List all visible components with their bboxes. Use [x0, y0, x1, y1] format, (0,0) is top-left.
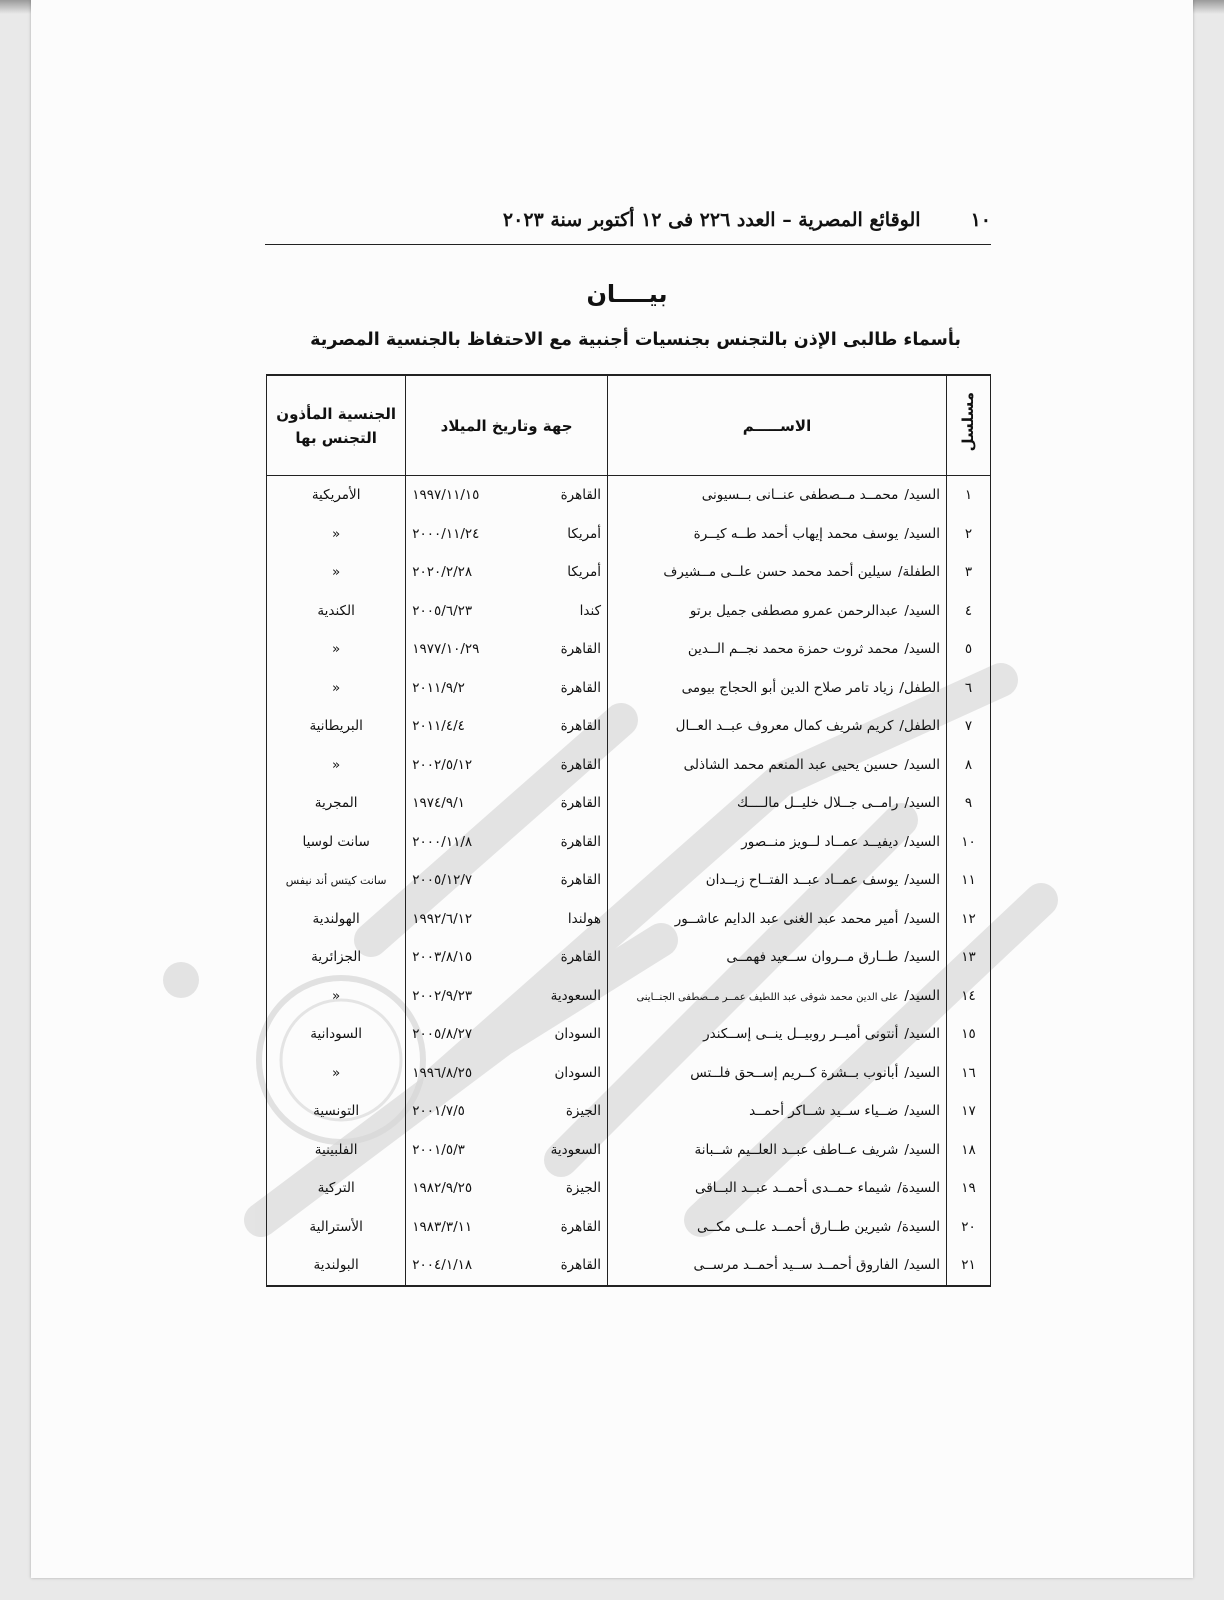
birth-cell	[406, 707, 608, 746]
nationality-cell: الفلبينية	[267, 1131, 406, 1170]
person-name: ضــياء ســيد شــاكر أحمــد	[749, 1103, 899, 1120]
table-row	[267, 938, 991, 977]
name-cell	[608, 1246, 947, 1286]
serial-cell: ٢	[946, 515, 990, 554]
nationality-cell: «	[267, 553, 406, 592]
birth-cell	[406, 784, 608, 823]
birth-place: القاهرة	[560, 1218, 602, 1235]
birth-date: ٢٠٠٥/١٢/٧	[412, 872, 473, 889]
person-name: محمــد مــصطفى عنــانى بــسيونى	[701, 487, 899, 504]
nationality-cell: الكندية	[267, 592, 406, 631]
serial-cell: ٢٠	[946, 1208, 990, 1247]
birth-place: السعودية	[550, 987, 602, 1004]
nationality-cell: الأسترالية	[267, 1208, 406, 1247]
table-row	[267, 746, 991, 785]
honorific: السيد/	[904, 641, 940, 658]
table-row	[267, 515, 991, 554]
serial-cell: ٦	[946, 669, 990, 708]
birth-place: السعودية	[550, 1141, 602, 1158]
nationality-cell: سانت لوسيا	[267, 823, 406, 862]
name-cell	[608, 938, 947, 977]
table-row	[267, 1054, 991, 1093]
birth-date: ٢٠٠٠/١١/٨	[412, 833, 473, 850]
honorific: السيد/	[904, 487, 940, 504]
serial-cell: ١٠	[946, 823, 990, 862]
birth-cell	[406, 1246, 608, 1286]
birth-date: ٢٠٠١/٥/٣	[412, 1141, 465, 1158]
table-row	[267, 823, 991, 862]
name-cell	[608, 630, 947, 669]
birth-date: ٢٠٠٣/٨/١٥	[412, 949, 473, 966]
birth-place: أمريكا	[567, 564, 602, 581]
name-cell	[608, 669, 947, 708]
birth-date: ٢٠٠٠/١١/٢٤	[412, 525, 480, 542]
birth-date: ١٩٧٤/٩/١	[412, 795, 465, 812]
serial-cell: ١٩	[946, 1169, 990, 1208]
table-row	[267, 977, 991, 1016]
birth-cell	[406, 515, 608, 554]
honorific: السيد/	[904, 525, 940, 542]
serial-cell: ١٣	[946, 938, 990, 977]
serial-cell: ١٢	[946, 900, 990, 939]
serial-cell: ١٤	[946, 977, 990, 1016]
name-cell	[608, 1015, 947, 1054]
birth-date: ٢٠٠٥/٦/٢٣	[412, 602, 473, 619]
serial-cell: ١٧	[946, 1092, 990, 1131]
page-header	[263, 200, 991, 240]
honorific: السيدة/	[897, 1180, 940, 1197]
person-name: شيرين طــارق أحمــد علــى مكــى	[697, 1218, 892, 1235]
birth-cell	[406, 1092, 608, 1131]
birth-place: القاهرة	[560, 795, 602, 812]
birth-place: القاهرة	[560, 872, 602, 889]
column-header-nationality: الجنسية المأذون التجنس بها	[267, 375, 406, 476]
name-cell	[608, 515, 947, 554]
serial-cell: ٧	[946, 707, 990, 746]
birth-date: ١٩٩٦/٨/٢٥	[412, 1064, 473, 1081]
birth-cell	[406, 476, 608, 515]
honorific: السيدة/	[897, 1218, 940, 1235]
document-subtitle: بأسماء طالبى الإذن بالتجنس بجنسيات أجنبية مع الاحتفاظ بالجنسية المصرية	[310, 330, 961, 350]
table-row	[267, 861, 991, 900]
person-name: أنتونى أميــر روبيــل ينــى إســكندر	[703, 1026, 899, 1043]
person-name: شريف عــاطف عبــد العلــيم شــبانة	[694, 1141, 899, 1158]
birth-place: القاهرة	[560, 487, 602, 504]
nationality-cell: السودانية	[267, 1015, 406, 1054]
person-name: على الدين محمد شوقى عبد اللطيف عمــر مــصطفى الجنــاينى	[636, 991, 899, 1003]
honorific: السيد/	[904, 1257, 940, 1274]
table-row	[267, 669, 991, 708]
table-row	[267, 1246, 991, 1286]
column-header-birth: جهة وتاريخ الميلاد	[406, 375, 608, 476]
gazette-page	[31, 0, 1193, 1578]
serial-cell: ١	[946, 476, 990, 515]
column-header-serial: مسلسل	[946, 375, 990, 476]
name-cell	[608, 784, 947, 823]
document-title: بيــــان	[586, 280, 668, 308]
birth-place: السودان	[554, 1064, 602, 1081]
nationality-cell: «	[267, 746, 406, 785]
nationality-cell: «	[267, 977, 406, 1016]
birth-place: القاهرة	[560, 949, 602, 966]
birth-cell	[406, 669, 608, 708]
birth-date: ٢٠٠٢/٩/٢٣	[412, 987, 473, 1004]
nationality-cell: سانت كيتس أند نيفس	[267, 861, 406, 900]
person-name: حسين يحيى عبد المنعم محمد الشاذلى	[683, 756, 899, 773]
birth-place: الجيزة	[565, 1180, 602, 1197]
birth-place: كندا	[579, 602, 602, 619]
nationality-cell: «	[267, 515, 406, 554]
birth-cell	[406, 1015, 608, 1054]
name-cell	[608, 900, 947, 939]
serial-cell: ٢١	[946, 1246, 990, 1286]
name-cell	[608, 1092, 947, 1131]
nationality-cell: البولندية	[267, 1246, 406, 1286]
birth-place: القاهرة	[560, 641, 602, 658]
person-name: أمير محمد عبد الغنى عبد الدايم عاشــور	[674, 910, 899, 927]
birth-date: ١٩٨٣/٣/١١	[412, 1218, 473, 1235]
name-cell	[608, 592, 947, 631]
person-name: رامــى جــلال خليــل مالــــك	[737, 795, 899, 812]
serial-cell: ٤	[946, 592, 990, 631]
page-number: ١٠	[970, 209, 991, 231]
honorific: السيد/	[904, 1103, 940, 1120]
nationality-cell: التركية	[267, 1169, 406, 1208]
nationality-cell: الهولندية	[267, 900, 406, 939]
name-cell	[608, 476, 947, 515]
serial-cell: ٨	[946, 746, 990, 785]
person-name: الفاروق أحمــد ســيد أحمــد مرســى	[693, 1257, 899, 1274]
table-row	[267, 1131, 991, 1170]
birth-cell	[406, 861, 608, 900]
birth-place: هولندا	[567, 910, 602, 927]
birth-cell	[406, 823, 608, 862]
honorific: السيد/	[904, 872, 940, 889]
name-cell	[608, 1054, 947, 1093]
honorific: السيد/	[904, 1141, 940, 1158]
person-name: أبانوب بــشرة كــريم إســحق فلــتس	[690, 1064, 899, 1081]
serial-cell: ١١	[946, 861, 990, 900]
name-cell	[608, 1131, 947, 1170]
table-row	[267, 900, 991, 939]
nationality-cell: «	[267, 669, 406, 708]
serial-cell: ٣	[946, 553, 990, 592]
birth-place: القاهرة	[560, 833, 602, 850]
birth-cell	[406, 977, 608, 1016]
birth-cell	[406, 630, 608, 669]
table-row	[267, 476, 991, 515]
person-name: عبدالرحمن عمرو مصطفى جميل برتو	[689, 602, 899, 619]
table-row	[267, 592, 991, 631]
serial-cell: ١٨	[946, 1131, 990, 1170]
nationality-cell: «	[267, 1054, 406, 1093]
birth-cell	[406, 1169, 608, 1208]
birth-cell	[406, 1054, 608, 1093]
person-name: طــارق مــروان ســعيد فهمــى	[726, 949, 899, 966]
birth-cell	[406, 553, 608, 592]
name-cell	[608, 861, 947, 900]
birth-place: الجيزة	[565, 1103, 602, 1120]
birth-date: ١٩٨٢/٩/٢٥	[412, 1180, 473, 1197]
birth-place: السودان	[554, 1026, 602, 1043]
birth-date: ٢٠٢٠/٢/٢٨	[412, 564, 473, 581]
person-name: يوسف محمد إيهاب أحمد طــه كيــرة	[693, 525, 899, 542]
applicants-table	[266, 374, 991, 1287]
serial-cell: ٩	[946, 784, 990, 823]
birth-cell	[406, 1131, 608, 1170]
table-body	[267, 476, 991, 1286]
birth-date: ١٩٩٧/١١/١٥	[412, 487, 480, 504]
honorific: السيد/	[904, 949, 940, 966]
person-name: شيماء حمــدى أحمــد عبــد البــاقى	[695, 1180, 892, 1197]
person-name: محمد ثروت حمزة محمد نجــم الــدين	[687, 641, 899, 658]
honorific: السيد/	[904, 756, 940, 773]
birth-cell	[406, 938, 608, 977]
birth-date: ١٩٧٧/١٠/٢٩	[412, 641, 480, 658]
nationality-cell: الأمريكية	[267, 476, 406, 515]
nationality-cell: التونسية	[267, 1092, 406, 1131]
name-cell	[608, 823, 947, 862]
honorific: الطفل/	[899, 679, 940, 696]
serial-cell: ٥	[946, 630, 990, 669]
honorific: الطفل/	[899, 718, 940, 735]
column-header-name: الاســـــم	[608, 375, 947, 476]
table-row	[267, 1015, 991, 1054]
nationality-cell: «	[267, 630, 406, 669]
honorific: الطفلة/	[897, 564, 940, 581]
birth-cell	[406, 900, 608, 939]
birth-place: القاهرة	[560, 718, 602, 735]
honorific: السيد/	[904, 1064, 940, 1081]
header-rule	[265, 244, 991, 245]
name-cell	[608, 1208, 947, 1247]
person-name: زياد تامر صلاح الدين أبو الحجاج بيومى	[681, 679, 894, 696]
table-row	[267, 1169, 991, 1208]
table-row	[267, 784, 991, 823]
honorific: السيد/	[904, 833, 940, 850]
person-name: ديفيــد عمــاد لــويز منــصور	[741, 833, 899, 850]
name-cell	[608, 977, 947, 1016]
birth-cell	[406, 592, 608, 631]
birth-date: ٢٠١١/٤/٤	[412, 718, 465, 735]
honorific: السيد/	[904, 1026, 940, 1043]
birth-place: القاهرة	[560, 1257, 602, 1274]
table-row	[267, 630, 991, 669]
birth-date: ٢٠١١/٩/٢	[412, 679, 465, 696]
birth-date: ٢٠٠٥/٨/٢٧	[412, 1026, 473, 1043]
header-text: الوقائع المصرية – العدد ٢٢٦ فى ١٢ أكتوبر سنة ٢٠٢٣	[502, 209, 921, 231]
serial-cell: ١٥	[946, 1015, 990, 1054]
nationality-cell: البريطانية	[267, 707, 406, 746]
name-cell	[608, 1169, 947, 1208]
honorific: السيد/	[904, 602, 940, 619]
birth-place: القاهرة	[560, 756, 602, 773]
nationality-cell: الجزائرية	[267, 938, 406, 977]
name-cell	[608, 746, 947, 785]
birth-date: ٢٠٠٢/٥/١٢	[412, 756, 473, 773]
birth-place: القاهرة	[560, 679, 602, 696]
person-name: سيلين أحمد محمد حسن علــى مــشيرف	[663, 564, 892, 581]
birth-date: ٢٠٠١/٧/٥	[412, 1103, 465, 1120]
birth-cell	[406, 746, 608, 785]
name-cell	[608, 553, 947, 592]
table-row	[267, 553, 991, 592]
table-row	[267, 1092, 991, 1131]
birth-cell	[406, 1208, 608, 1247]
honorific: السيد/	[904, 795, 940, 812]
table-row	[267, 707, 991, 746]
table-header-row	[267, 375, 991, 476]
birth-place: أمريكا	[567, 525, 602, 542]
nationality-cell: المجرية	[267, 784, 406, 823]
person-name: كريم شريف كمال معروف عبــد العــال	[675, 718, 894, 735]
birth-date: ٢٠٠٤/١/١٨	[412, 1257, 473, 1274]
honorific: السيد/	[904, 910, 940, 927]
honorific: السيد/	[904, 987, 940, 1004]
name-cell	[608, 707, 947, 746]
serial-cell: ١٦	[946, 1054, 990, 1093]
table-row	[267, 1208, 991, 1247]
birth-date: ١٩٩٢/٦/١٢	[412, 910, 473, 927]
person-name: يوسف عمــاد عبــد الفتــاح زيــدان	[705, 872, 899, 889]
